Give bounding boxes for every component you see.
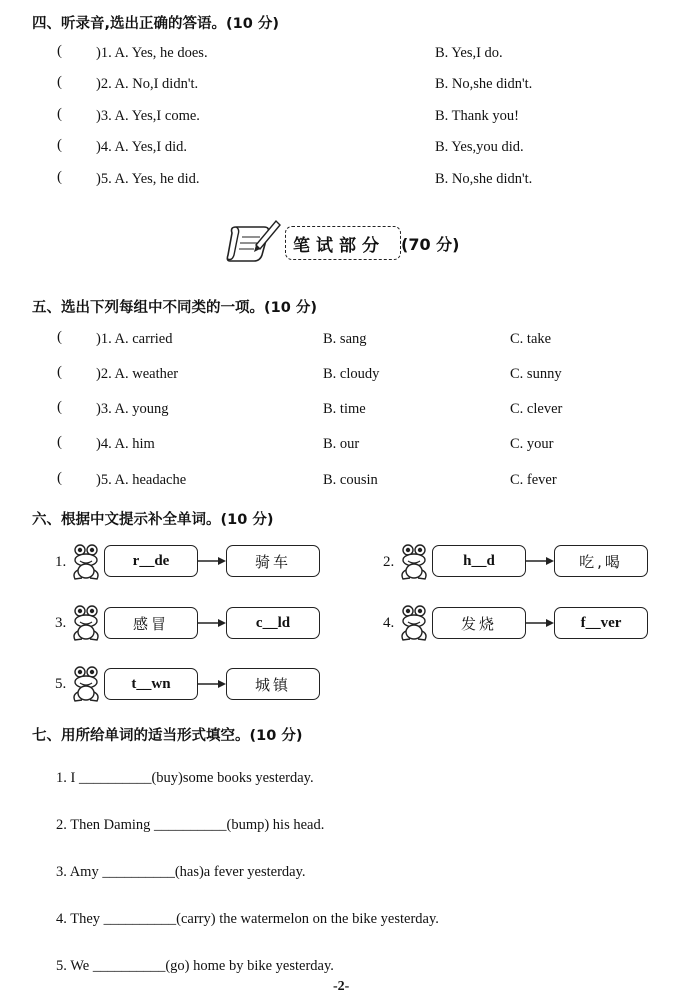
option-a: )1. A. carried [96, 331, 173, 347]
option-b: B. sang [323, 331, 367, 347]
option-a: )3. A. Yes,I come. [96, 108, 200, 124]
option-a: )2. A. weather [96, 366, 179, 382]
arrow-right-icon [526, 618, 554, 628]
answer-paren[interactable]: ( [57, 434, 62, 450]
fill-blank-sentence[interactable]: 3. Amy __________(has)a fever yesterday. [56, 864, 306, 880]
word-box-answer[interactable]: 吃,喝 [554, 545, 648, 577]
word-box-answer[interactable]: f__ver [554, 607, 648, 639]
option-a: )2. A. No,I didn't. [96, 76, 199, 92]
option-b: B. Yes,you did. [435, 139, 524, 155]
section5-heading: 五、选出下列每组中不同类的一项。(10 分) [32, 300, 317, 316]
option-c: C. clever [510, 401, 563, 417]
word-box-answer[interactable]: 骑车 [226, 545, 320, 577]
arrow-right-icon [526, 556, 554, 566]
word-box-hint[interactable]: t__wn [104, 668, 198, 700]
item-number: 5. [55, 676, 67, 692]
arrow-right-icon [198, 556, 226, 566]
item-number: 2. [383, 554, 395, 570]
fill-blank-sentence[interactable]: 5. We __________(go) home by bike yesterday. [56, 958, 334, 974]
word-box-hint[interactable]: r__de [104, 545, 198, 577]
option-b: B. time [323, 401, 366, 417]
answer-paren[interactable]: ( [57, 74, 62, 90]
word-box-hint[interactable]: h__d [432, 545, 526, 577]
answer-paren[interactable]: ( [57, 137, 62, 153]
fill-blank-sentence[interactable]: 2. Then Daming __________(bump) his head. [56, 817, 325, 833]
word-box-hint[interactable]: 感冒 [104, 607, 198, 639]
word-box-answer[interactable]: c__ld [226, 607, 320, 639]
option-c: C. sunny [510, 366, 562, 382]
option-b: B. Yes,I do. [435, 45, 503, 61]
option-c: C. your [510, 436, 554, 452]
option-b: B. cloudy [323, 366, 380, 382]
answer-paren[interactable]: ( [57, 399, 62, 415]
answer-paren[interactable]: ( [57, 470, 62, 486]
banner-title: 笔试部分 [293, 236, 385, 256]
frog-icon [398, 543, 430, 581]
arrow-right-icon [198, 679, 226, 689]
section7-heading: 七、用所给单词的适当形式填空。(10 分) [32, 728, 303, 744]
frog-icon [70, 543, 102, 581]
option-a: )3. A. young [96, 401, 169, 417]
item-number: 1. [55, 554, 67, 570]
frog-icon [70, 604, 102, 642]
fill-blank-sentence[interactable]: 1. I __________(buy)some books yesterday. [56, 770, 314, 786]
option-b: B. Thank you! [435, 108, 519, 124]
option-b: B. No,she didn't. [435, 76, 533, 92]
option-b: B. No,she didn't. [435, 171, 533, 187]
section4-heading: 四、听录音,选出正确的答语。(10 分) [32, 16, 279, 32]
answer-paren[interactable]: ( [57, 169, 62, 185]
item-number: 3. [55, 615, 67, 631]
word-box-answer[interactable]: 城镇 [226, 668, 320, 700]
option-c: C. take [510, 331, 552, 347]
answer-paren[interactable]: ( [57, 106, 62, 122]
arrow-right-icon [198, 618, 226, 628]
fill-blank-sentence[interactable]: 4. They __________(carry) the watermelon on the bike yesterday. [56, 911, 439, 927]
section6-heading: 六、根据中文提示补全单词。(10 分) [32, 512, 274, 528]
answer-paren[interactable]: ( [57, 329, 62, 345]
option-c: C. fever [510, 472, 557, 488]
banner-score: (70 分) [401, 235, 460, 254]
option-a: )5. A. headache [96, 472, 187, 488]
answer-paren[interactable]: ( [57, 43, 62, 59]
page-number: -2- [333, 979, 350, 994]
answer-paren[interactable]: ( [57, 364, 62, 380]
word-box-hint[interactable]: 发烧 [432, 607, 526, 639]
option-a: )4. A. Yes,I did. [96, 139, 188, 155]
option-a: )5. A. Yes, he did. [96, 171, 200, 187]
option-a: )4. A. him [96, 436, 155, 452]
item-number: 4. [383, 615, 395, 631]
option-b: B. our [323, 436, 360, 452]
frog-icon [398, 604, 430, 642]
option-b: B. cousin [323, 472, 378, 488]
scroll-quill-icon [226, 215, 282, 265]
frog-icon [70, 665, 102, 703]
option-a: )1. A. Yes, he does. [96, 45, 208, 61]
